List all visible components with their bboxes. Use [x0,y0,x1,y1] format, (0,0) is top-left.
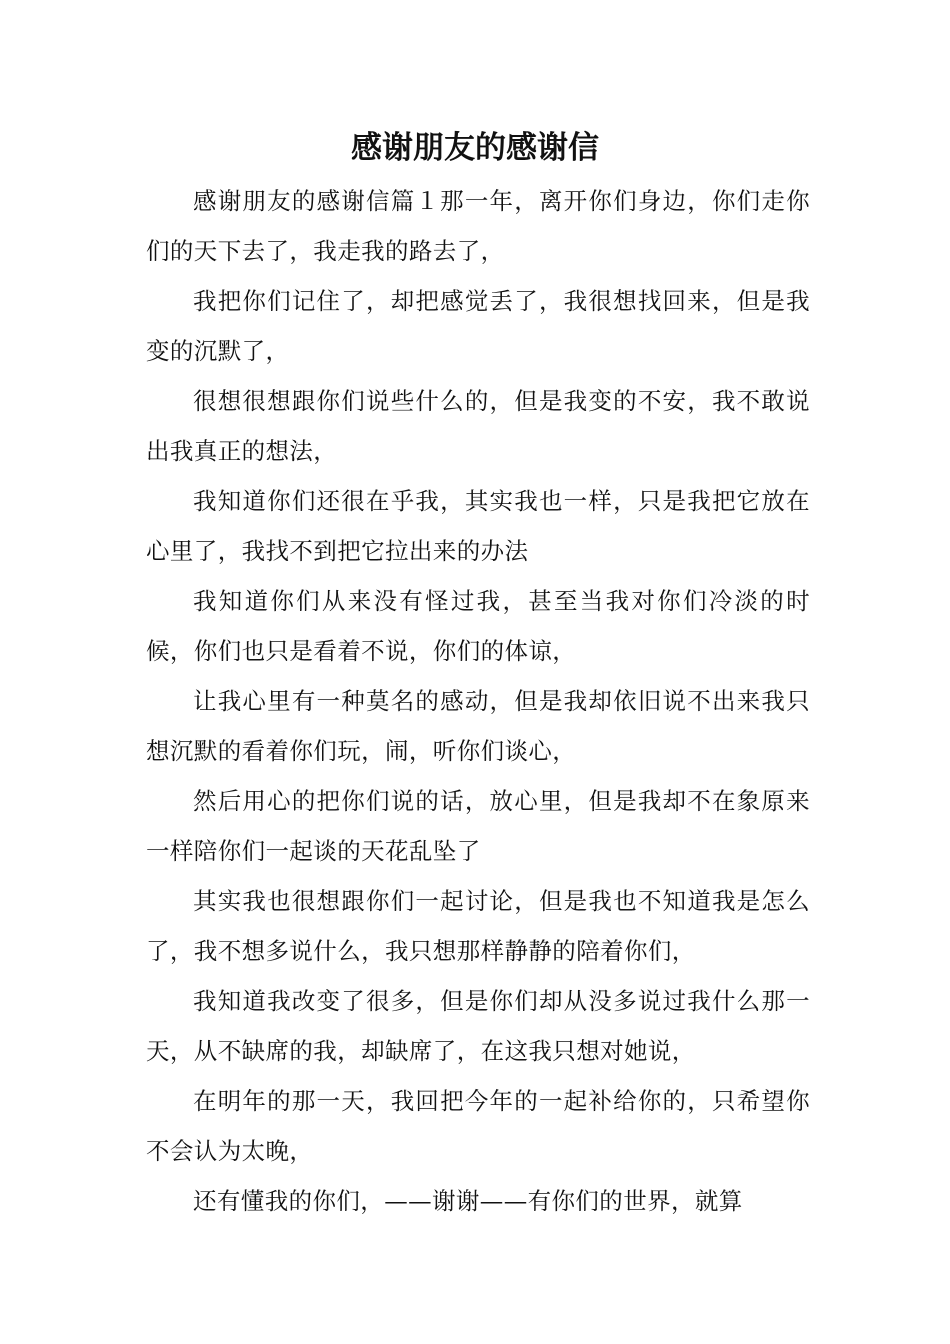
paragraph: 很想很想跟你们说些什么的，但是我变的不安，我不敢说出我真正的想法， [146,387,810,465]
paragraph: 我知道你们从来没有怪过我，甚至当我对你们冷淡的时候，你们也只是看着不说，你们的体谅， [146,587,810,665]
page-title: 感谢朋友的感谢信 [351,130,599,166]
paragraph: 我把你们记住了，却把感觉丢了，我很想找回来，但是我变的沉默了， [146,287,810,365]
paragraph: 其实我也很想跟你们一起讨论，但是我也不知道我是怎么了，我不想多说什么，我只想那样静静的陪着你们， [146,887,810,965]
paragraph: 让我心里有一种莫名的感动，但是我却依旧说不出来我只想沉默的看着你们玩，闹，听你们谈心， [146,687,810,765]
paragraph: 感谢朋友的感谢信篇１那一年，离开你们身边，你们走你们的天下去了，我走我的路去了， [146,187,810,265]
paragraph: 在明年的那一天，我回把今年的一起补给你的，只希望你不会认为太晚， [146,1087,810,1165]
paragraph: 我知道你们还很在乎我，其实我也一样，只是我把它放在心里了，我找不到把它拉出来的办法 [146,487,810,565]
paragraph: 我知道我改变了很多，但是你们却从没多说过我什么那一天，从不缺席的我，却缺席了，在这我只想对她说， [146,987,810,1065]
paragraph: 然后用心的把你们说的话，放心里，但是我却不在象原来一样陪你们一起谈的天花乱坠了 [146,787,810,865]
paragraph: 还有懂我的你们，——谢谢——有你们的世界，就算 [193,1187,743,1215]
letter-body [146,176,810,1226]
